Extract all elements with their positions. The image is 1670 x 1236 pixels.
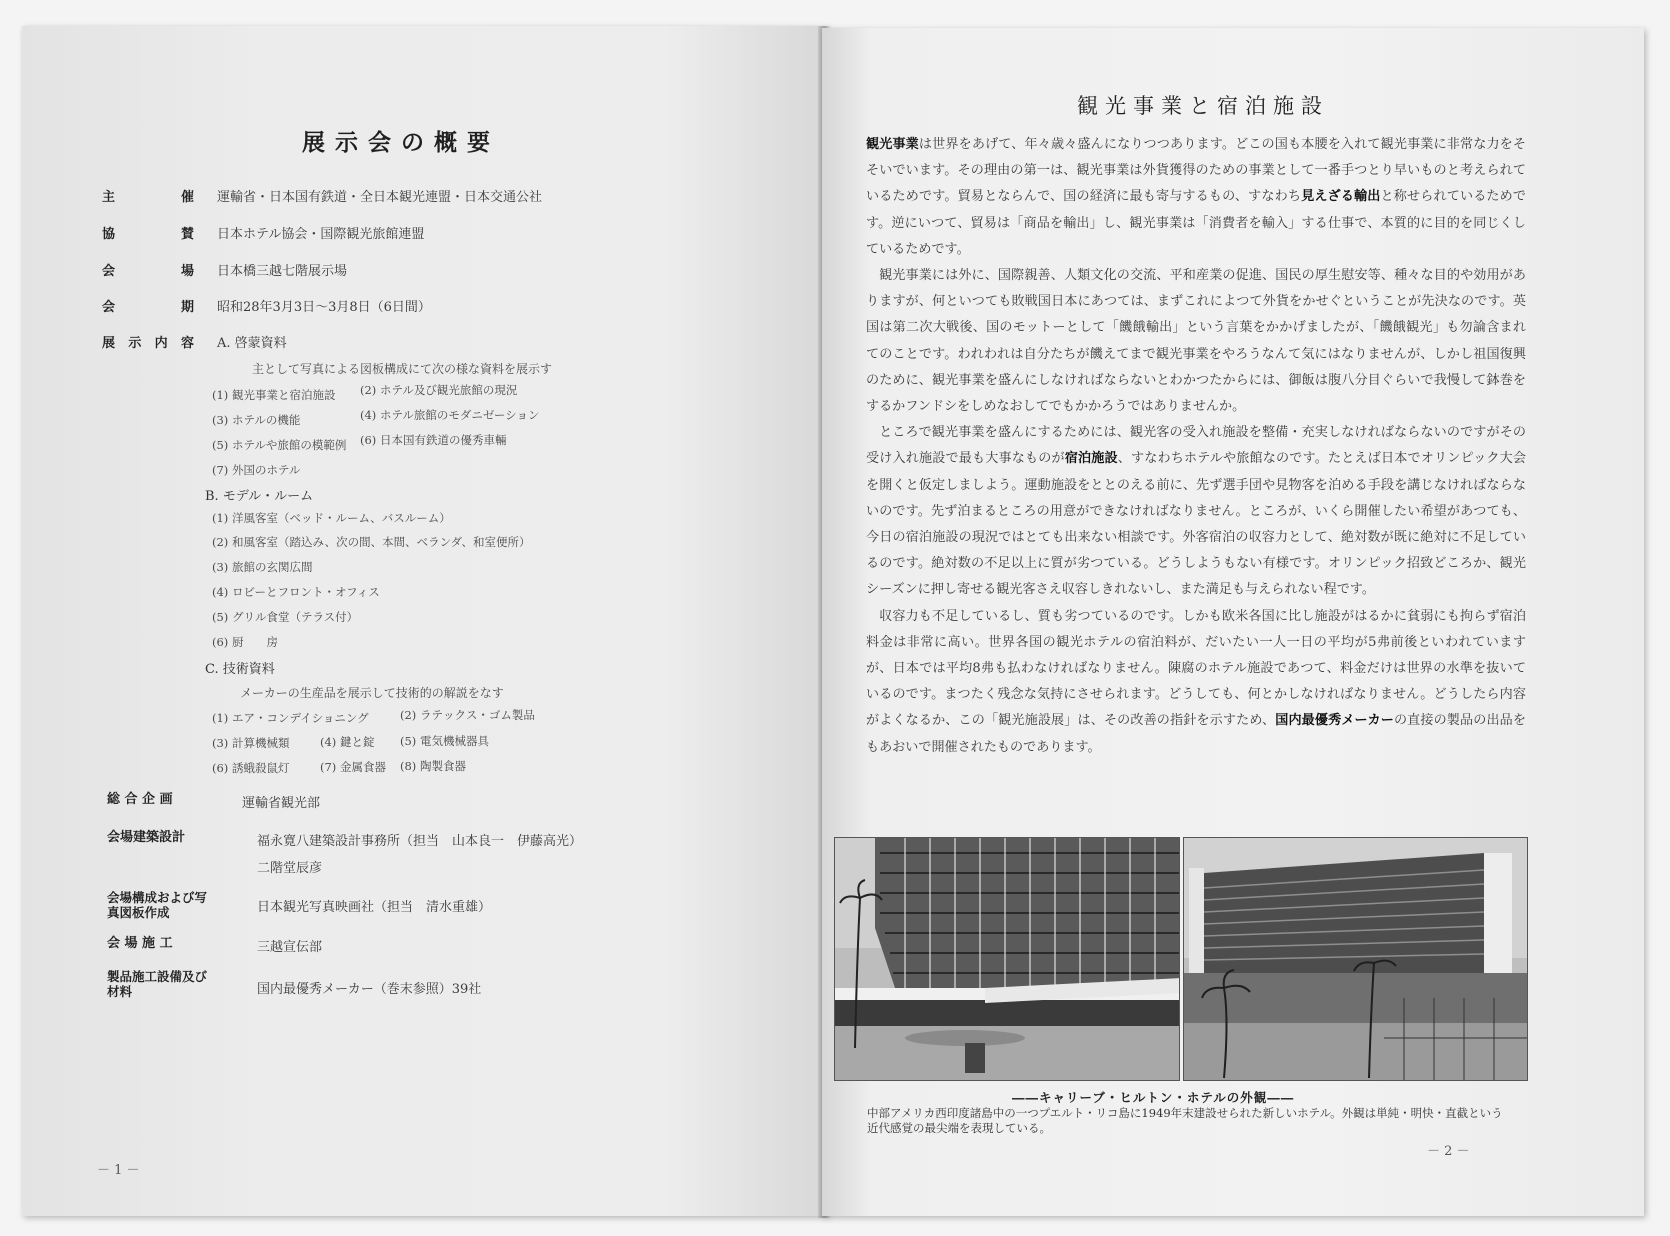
credit-value: 運輸省観光部 (242, 796, 321, 811)
list-item: (4) 鍵と錠 (320, 735, 375, 749)
credit-value: 福永寛八建築設計事務所（担当 山本良一 伊藤高光） (257, 834, 583, 849)
essay-paragraph: 収容力も不足しているし、質も劣つているのです。しかも欧米各国に比し施設がはるかに貧弱にも拘らず宿泊料金は非常に高い。世界各国の観光ホテルの宿泊料が、だいたい一人一日の平均が5弗前後といわれていますが、日本では平均8弗も払わなければなりません。陳腐のホテル施設であつて、料金だけは世界の水準を抜いているのです。まつたく残念な気持にさせられます。どうしても、何とかしなければなりません。どうしたら内容がよくなるか、この「観光施設展」は、その改善の指針を示すため、国内最優秀メーカーの直接の製品の出品をもあおいで開催されたものであります。 (866, 608, 1526, 755)
info-value: 日本ホテル協会・国際観光旅館連盟 (217, 227, 425, 242)
credit-label: 会場構成および写真図板作成 (107, 890, 208, 920)
photo-caption-title: ――キャリーブ・ヒルトン・ホテルの外観―― (1012, 1090, 1295, 1105)
section-c-desc: メーカーの生産品を展示して技術的の解説をなす (240, 686, 504, 700)
list-item: (8) 陶製食器 (400, 759, 466, 773)
list-item: (7) 外国のホテル (212, 463, 301, 477)
section-c-head: C. 技術資料 (205, 662, 275, 677)
right-page (822, 28, 1644, 1216)
hotel-photo-right (1183, 837, 1528, 1081)
section-a-desc: 主として写真による図板構成にて次の様な資料を展示す (252, 362, 553, 376)
info-value: 昭和28年3月3日～3月8日（6日間） (217, 300, 431, 315)
list-item: (7) 金属食器 (320, 760, 386, 774)
section-b-head: B. モデル・ルーム (205, 489, 314, 504)
page-number: － 2 － (1427, 1144, 1470, 1159)
credit-value: 国内最優秀メーカー（巻末参照）39社 (257, 982, 482, 997)
credit-label: 製品施工設備及び材料 (107, 969, 208, 999)
info-label: 主 催 (102, 190, 194, 205)
page-number: － 1 － (97, 1163, 140, 1178)
info-value: 運輸省・日本国有鉄道・全日本観光連盟・日本交通公社 (217, 190, 543, 205)
list-item: (2) 和風客室（踏込み、次の間、本間、ベランダ、和室便所） (212, 535, 531, 549)
credit-value-secondary: 二階堂辰彦 (257, 861, 323, 876)
list-item: (1) 観光事業と宿泊施設 (212, 388, 336, 402)
credit-label: 会場建築設計 (107, 830, 186, 845)
list-item: (5) グリル食堂（テラス付） (212, 610, 359, 624)
left-page (22, 26, 827, 1216)
list-item: (6) 日本国有鉄道の優秀車輛 (360, 433, 507, 447)
credit-label: 総 合 企 画 (107, 792, 173, 807)
list-item: (5) ホテルや旅館の模範例 (212, 438, 347, 452)
section-a-head: A. 啓蒙資料 (217, 336, 287, 351)
info-value: 日本橋三越七階展示場 (217, 264, 348, 279)
list-item: (6) 誘蛾殺鼠灯 (212, 761, 290, 775)
list-item: (1) エア・コンデイショニング (212, 711, 369, 725)
essay-paragraph: ところで観光事業を盛んにするためには、観光客の受入れ施設を整備・充実しなければならないのですがその受け入れ施設で最も大事なものが宿泊施設、すなわちホテルや旅館なのです。たとえば日本でオリンピック大会を開くと仮定しましよう。運動施設をととのえる前に、先ず選手団や見物客を泊める手段を講じなければならないのです。先ず泊まるところの用意ができなければなりません。ところが、いくら開催したい希望があつても、今日の宿泊施設の現況ではとても出来ない相談です。外客宿泊の収容力として、絶対数が既に絶対に不足しているのです。絶対数の不足以上に質が劣つている。どうしようもない有様です。オリンピック招致どころか、観光シーズンに押し寄せる観光客さえ収容しきれないし、また満足も与えられない程です。 (866, 425, 1527, 598)
credit-value: 日本観光写真映画社（担当 清水重雄） (257, 900, 492, 915)
list-item: (1) 洋風客室（ベッド・ルーム、バスルーム） (212, 511, 451, 525)
credit-value: 三越宣伝部 (257, 940, 323, 955)
list-item: (2) ラテックス・ゴム製品 (400, 708, 535, 722)
page-title: 観光事業と宿泊施設 (1077, 94, 1329, 118)
list-item: (6) 厨 房 (212, 635, 278, 649)
list-item: (4) ロビーとフロント・オフィス (212, 585, 380, 599)
list-item: (4) ホテル旅館のモダニゼーション (360, 408, 540, 422)
hotel-photo-left (834, 837, 1180, 1081)
list-item: (3) 計算機械類 (212, 736, 290, 750)
credit-label: 会 場 施 工 (107, 936, 173, 951)
list-item: (2) ホテル及び観光旅館の現況 (360, 383, 518, 397)
essay-paragraph: 観光事業は世界をあげて、年々歳々盛んになりつつあります。どこの国も本腰を入れて観光事業に非常な力をそそいでいます。その理由の第一は、観光事業は外貨獲得のための事業として一番手つとり早いものと考えられているためです。貿易とならんで、国の経済に最も寄与するもの、すなわち見えざる輸出と称せられているためです。逆にいつて、貿易は「商品を輸出」し、観光事業は「消費者を輸入」する仕事で、本質的に目的を同じくしているためです。 (866, 137, 1527, 257)
list-item: (3) ホテルの機能 (212, 413, 301, 427)
list-item: (3) 旅館の玄関広間 (212, 560, 313, 574)
essay-body (866, 132, 1526, 761)
info-label: 会 期 (102, 300, 194, 315)
page-title: 展示会の概要 (302, 129, 500, 156)
list-item: (5) 電気機械器具 (400, 734, 489, 748)
photo-caption: 中部アメリカ西印度諸島中の一つプエルト・リコ島に1949年末建設せられた新しいホテル。外観は単純・明快・直截という近代感覚の最尖端を表現している。 (867, 1106, 1503, 1135)
info-label: 会 場 (102, 264, 194, 279)
info-label: 協 賛 (102, 227, 194, 242)
essay-paragraph: 観光事業には外に、国際親善、人類文化の交流、平和産業の促進、国民の厚生慰安等、種々な目的や効用がありますが、何といつても敗戦国日本にあつては、まずこれによつて外貨をかせぐということが先決なのです。英国は第二次大戦後、国のモットーとして「饑餓輸出」という言葉をかかげましたが、「饑餓観光」も勿論含まれてのことです。われわれは自分たちが饑えてまで観光事業をやろうなんて気にはなりませんが、しかし祖国復興のために、観光事業を盛んにしなければならないとわかつたからには、御飯は腹八分目ぐらいで我慢して鉢巻をするかフンドシをしめなおしてでもかかろうではありませんか。 (866, 268, 1526, 415)
info-label: 展 示 内 容 (102, 336, 194, 351)
